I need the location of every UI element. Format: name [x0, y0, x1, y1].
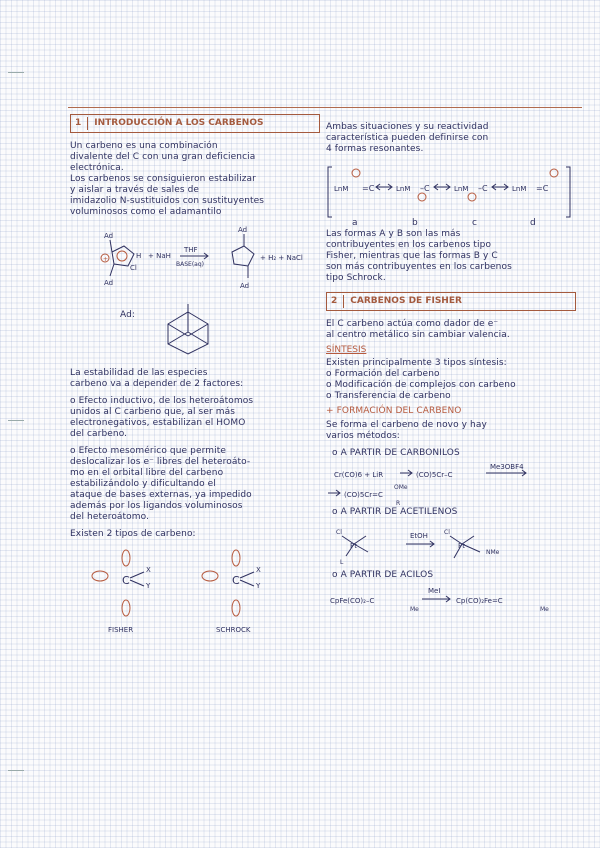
bullet-line: ataque de bases externas, ya impedido	[70, 490, 252, 500]
bullet-line: deslocalizar los e⁻ libres del heteroáto-	[70, 457, 251, 467]
text-line: y aislar a través de sales de	[70, 185, 200, 195]
text-line: La estabilidad de las especies	[70, 368, 208, 378]
section-title: INTRODUCCIÓN A LOS CARBENOS	[94, 118, 264, 128]
intermediate-label: (CO)5Cr–C	[416, 471, 453, 479]
text-line: Fisher, mientras que las formas B y C	[326, 251, 498, 261]
section-heading-1	[70, 114, 320, 133]
schrock-label: SCHROCK	[216, 626, 251, 634]
r-label: R	[396, 500, 401, 507]
text-line: Ambas situaciones y su reactividad	[326, 122, 489, 132]
method-title: o A PARTIR DE ACILOS	[332, 570, 434, 580]
solvent-label: THF	[184, 246, 198, 254]
method-title: o A PARTIR DE CARBONILOS	[332, 448, 460, 458]
section-number: 1	[75, 117, 88, 130]
right-column	[326, 122, 576, 615]
text-line: voluminosos como el adamantilo	[70, 207, 222, 217]
form-b-label: b	[412, 218, 418, 228]
text-line: son más contribuyentes en los carbenos	[326, 262, 512, 272]
carbene-types-diagram	[70, 546, 320, 636]
pt-label: Pt	[458, 542, 465, 550]
bullet-line: o Efecto mesomérico que permite	[70, 446, 226, 456]
lnm-label: LnM	[512, 185, 527, 193]
ad-label: Ad	[104, 279, 114, 287]
ad-label: Ad	[238, 226, 248, 234]
h-label: H	[136, 252, 142, 260]
margin-tick	[8, 420, 24, 421]
text-line: Existen 2 tipos de carbeno:	[70, 529, 196, 539]
product-label: Cp(CO)₂Fe=C	[456, 597, 503, 605]
me-label: Me	[410, 606, 419, 613]
text-line: Las formas A y B son las más	[326, 229, 461, 239]
text-line: El C carbeno actúa como dador de e⁻	[326, 319, 499, 329]
text-line: característica pueden definirse con	[326, 133, 489, 143]
adamantane-structure	[158, 302, 218, 358]
text-line: Los carbenos se consiguieron estabilizar	[70, 174, 256, 184]
svg-text:C: C	[232, 574, 240, 587]
bullet-line: unidos al C carbeno que, al ser más	[70, 407, 235, 417]
imidazolium-scheme	[70, 222, 320, 302]
section-number: 2	[331, 295, 344, 308]
resonance-forms-diagram	[326, 163, 576, 229]
x-substituent: X	[256, 566, 261, 574]
me-label: Me	[540, 606, 549, 613]
product-label: (CO)5Cr=C	[344, 491, 383, 499]
bullet-line: mo en el orbital libre del carbeno	[70, 468, 224, 478]
text-line: Existen principalmente 3 tipos síntesis:	[326, 358, 507, 368]
svg-text:C: C	[122, 574, 130, 587]
cl-label: Cl	[444, 529, 450, 536]
reagent-label: EtOH	[410, 532, 428, 540]
section-heading-2	[326, 292, 576, 311]
svg-text:+: +	[103, 256, 109, 263]
reagent-label: MeI	[428, 587, 441, 595]
text-line: contribuyentes en los carbenos tipo	[326, 240, 492, 250]
l-label: L	[340, 559, 344, 566]
text-line: imidazolio N-sustituidos con sustituyentes	[70, 196, 265, 206]
acetylene-route-scheme	[326, 518, 576, 570]
adamantyl-block	[70, 302, 320, 360]
cl-label: Cl	[130, 264, 137, 272]
form-c-label: c	[472, 218, 477, 228]
left-column	[70, 114, 320, 636]
text-line: divalente del C con una gran deficiencia	[70, 152, 256, 162]
form-a-label: a	[352, 218, 358, 228]
pt-label: Pt	[350, 542, 357, 550]
svg-text:=C: =C	[362, 184, 375, 193]
ad-label: Ad	[240, 282, 250, 290]
bullet-line: o Efecto inductivo, de los heteroátomos	[70, 396, 254, 406]
byproducts-label: + H₂ + NaCl	[260, 254, 303, 262]
text-line: al centro metálico sin cambiar valencia.	[326, 330, 510, 340]
product-sub-label: NMe	[486, 549, 500, 556]
x-substituent: X	[146, 566, 151, 574]
method-title: o A PARTIR DE ACETILENOS	[332, 507, 458, 517]
y-substituent: Y	[146, 582, 151, 590]
text-line: varios métodos:	[326, 431, 400, 441]
ome-label: OMe	[394, 484, 408, 491]
bullet-line: electronegativos, estabilizan el HOMO	[70, 418, 246, 428]
bullet-line: o Transferencia de carbeno	[326, 391, 451, 401]
text-line: Un carbeno es una combinación	[70, 141, 218, 151]
reactant-label: Cr(CO)6 + LiR	[334, 471, 384, 479]
text-line: electrónica.	[70, 163, 124, 173]
reactant-label: CpFe(CO)₂–C	[330, 597, 375, 605]
svg-text:–C: –C	[478, 184, 488, 193]
lnm-label: LnM	[334, 185, 349, 193]
bullet-line: del heteroátomo.	[70, 512, 150, 522]
acyl-route-scheme	[326, 581, 576, 615]
header-rule	[68, 107, 582, 108]
base-label: BASE(aq)	[176, 261, 204, 268]
formation-subtitle: + FORMACIÓN DEL CARBENO	[326, 406, 462, 416]
margin-tick	[8, 770, 24, 771]
reagent-label: Me3OBF4	[490, 463, 524, 471]
ad-definition-label: Ad:	[120, 310, 136, 320]
y-substituent: Y	[256, 582, 261, 590]
svg-text:–C: –C	[420, 184, 430, 193]
fischer-label: FISHER	[108, 626, 134, 634]
bullet-line: estabilizándolo y dificultando el	[70, 479, 216, 489]
form-d-label: d	[530, 218, 536, 228]
cl-label: Cl	[336, 529, 342, 536]
lnm-label: LnM	[454, 185, 469, 193]
ad-label: Ad	[104, 232, 114, 240]
carbonyl-route-scheme	[326, 459, 576, 507]
reagent-label: + NaH	[148, 252, 171, 260]
bullet-line: del carbeno.	[70, 429, 128, 439]
section-title: CARBENOS DE FISHER	[350, 296, 462, 306]
bullet-line: además por los ligandos voluminosos	[70, 501, 243, 511]
bullet-line: o Formación del carbeno	[326, 369, 440, 379]
text-line: carbeno va a depender de 2 factores:	[70, 379, 244, 389]
text-line: Se forma el carbeno de novo y hay	[326, 420, 487, 430]
margin-tick	[8, 72, 24, 73]
svg-text:=C: =C	[536, 184, 549, 193]
synthesis-subtitle: SÍNTESIS	[326, 345, 367, 355]
text-line: 4 formas resonantes.	[326, 144, 424, 154]
text-line: tipo Schrock.	[326, 273, 386, 283]
lnm-label: LnM	[396, 185, 411, 193]
bullet-line: o Modificación de complejos con carbeno	[326, 380, 516, 390]
